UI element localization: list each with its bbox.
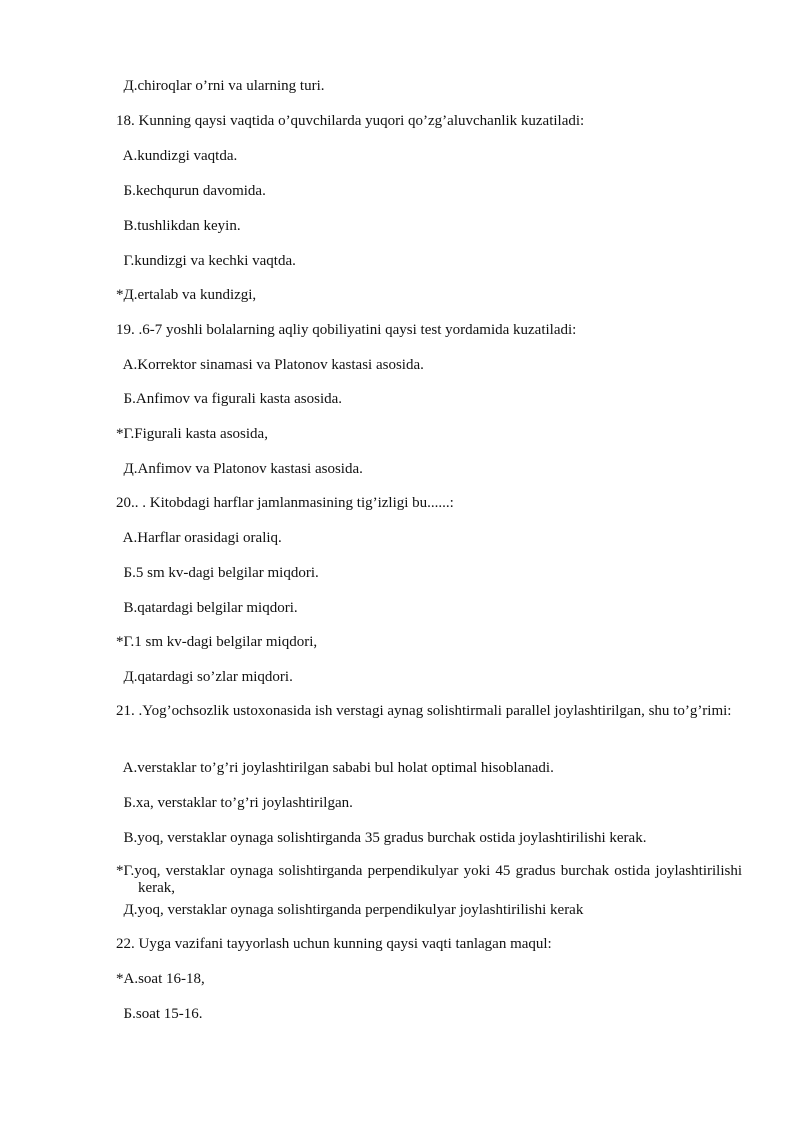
answer-option: Б.5 sm kv-dagi belgilar miqdori. [116, 565, 319, 581]
answer-option: B.qatardagi belgilar miqdori. [116, 600, 298, 616]
question-19: 19. .6-7 yoshli bolalarning aqliy qobiliyatini qaysi test yordamida kuzatiladi: [116, 322, 577, 338]
answer-option: Б.Anfimov va figurali kasta asosida. [116, 391, 343, 407]
answer-option: Д.yoq, verstaklar oynaga solishtirganda perpendikulyar joylashtirilishi kerak [116, 902, 584, 918]
answer-option: Д.chiroqlar o’rni va ularning turi. [116, 78, 325, 94]
answer-option: A.verstaklar to’g’ri joylashtirilgan sababi bul holat optimal hisoblanadi. [116, 760, 554, 776]
question-22: 22. Uyga vazifani tayyorlash uchun kunning qaysi vaqti tanlagan maqul: [116, 936, 552, 952]
answer-option: Б.kechqurun davomida. [116, 183, 266, 199]
answer-option: A.Korrektor sinamasi va Platonov kastasi asosida. [116, 357, 424, 373]
answer-option: A.kundizgi vaqtda. [116, 148, 238, 164]
answer-option: Б.soat 15-16. [116, 1006, 203, 1022]
question-18: 18. Kunning qaysi vaqtida o’quvchilarda yuqori qo’zg’aluvchanlik kuzatiladi: [116, 113, 585, 129]
answer-option: A.Harflar orasidagi oraliq. [116, 530, 282, 546]
question-21: 21. .Yog’ochsozlik ustoxonasida ish verstagi aynag solishtirmali parallel joylashtirilgan, shu to’g’rimi: [116, 703, 732, 719]
correct-answer-option: *Г.Figurali kasta asosida, [116, 426, 268, 442]
correct-answer-option: *A.soat 16-18, [116, 971, 205, 987]
answer-option: Б.xa, verstaklar to’g’ri joylashtirilgan. [116, 795, 353, 811]
answer-option: B.tushlikdan keyin. [116, 218, 241, 234]
correct-answer-option: *Г.1 sm kv-dagi belgilar miqdori, [116, 634, 318, 650]
answer-option: Д.qatardagi so’zlar miqdori. [116, 669, 293, 685]
answer-option: B.yoq, verstaklar oynaga solishtirganda 35 gradus burchak ostida joylashtirilishi kerak. [116, 830, 647, 846]
answer-option: Д.Anfimov va Platonov kastasi asosida. [116, 461, 363, 477]
answer-option: Г.kundizgi va kechki vaqtda. [116, 253, 296, 269]
correct-answer-option: *Д.ertalab va kundizgi, [116, 287, 257, 303]
correct-answer-option: *Г.yoq, verstaklar oynaga solishtirganda perpendikulyar yoki 45 gradus burchak ostida joylashtirilishi kerak, [116, 863, 742, 896]
question-20: 20.. . Kitobdagi harflar jamlanmasining tig’izligi bu......: [116, 495, 454, 511]
